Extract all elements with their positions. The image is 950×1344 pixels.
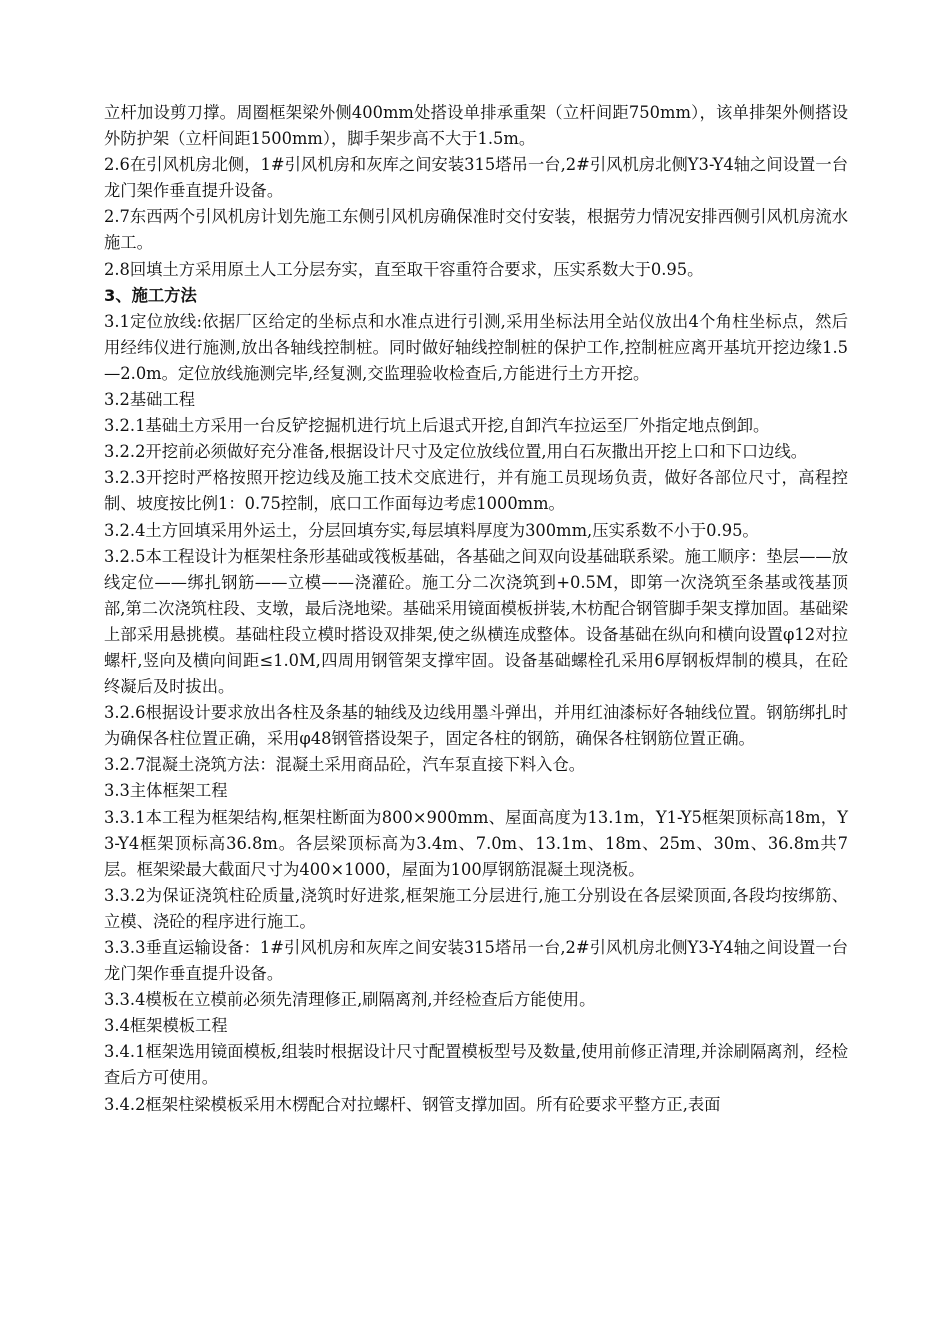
paragraph-2-8: 2.8回填土方采用原土人工分层夯实，直至取干容重符合要求，压实系数大于0.95。 <box>104 259 704 279</box>
paragraph-3-2-7: 3.2.7混凝土浇筑方法：混凝土采用商品砼，汽车泵直接下料入仓。 <box>104 755 586 775</box>
subheading-3-2: 3.2基础工程 <box>104 390 196 410</box>
paragraph-3-4-1: 3.4.1框架选用镜面模板,组装时根据设计尺寸配置模板型号及数量,使用前修正清理,并涂刷隔离剂，经检查后方可使用。 <box>104 1042 848 1088</box>
section-heading-construction-method: 3、施工方法 <box>104 285 197 305</box>
paragraph-3-3-4: 3.3.4模板在立模前必须先清理修正,刷隔离剂,并经检查后方能使用。 <box>104 990 596 1010</box>
subheading-3-3: 3.3主体框架工程 <box>104 781 228 801</box>
paragraph-3-2-4: 3.2.4土方回填采用外运土，分层回填夯实,每层填料厚度为300mm,压实系数不小于0.95。 <box>104 520 759 540</box>
paragraph-3-4-2: 3.4.2框架柱梁模板采用木楞配合对拉螺杆、钢管支撑加固。所有砼要求平整方正,表面 <box>104 1094 721 1114</box>
paragraph-3-2-3: 3.2.3开挖时严格按照开挖边线及施工技术交底进行，并有施工员现场负责，做好各部位尺寸，高程控制、坡度按比例1：0.75控制，底口工作面每边考虑1000mm。 <box>104 468 848 514</box>
subheading-3-4: 3.4框架模板工程 <box>104 1016 228 1036</box>
document-page <box>104 100 848 1118</box>
paragraph-2-7: 2.7东西两个引风机房计划先施工东侧引风机房确保准时交付安装，根据劳力情况安排西侧引风机房流水施工。 <box>104 207 848 253</box>
paragraph-3-1: 3.1定位放线:依据厂区给定的坐标点和水准点进行引测,采用坐标法用全站仪放出4个角柱坐标点，然后用经纬仪进行施测,放出各轴线控制桩。同时做好轴线控制桩的保护工作,控制桩应离开基坑开挖边缘1.5—2.0m。定位放线施测完毕,经复测,交监理验收检查后,方能进行土方开挖。 <box>104 311 848 383</box>
paragraph-3-2-6: 3.2.6根据设计要求放出各柱及条基的轴线及边线用墨斗弹出，并用红油漆标好各轴线位置。钢筋绑扎时为确保各柱位置正确，采用φ48钢管搭设架子，固定各柱的钢筋，确保各柱钢筋位置正确。 <box>104 703 848 749</box>
paragraph-3-2-1: 3.2.1基础土方采用一台反铲挖掘机进行坑上后退式开挖,自卸汽车拉运至厂外指定地点倒卸。 <box>104 416 770 436</box>
paragraph-continued: 立杆加设剪刀撑。周圈框架梁外侧400mm处搭设单排承重架（立杆间距750mm），该单排架外侧搭设外防护架（立杆间距1500mm），脚手架步高不大于1.5m。 <box>104 103 849 149</box>
paragraph-3-2-5: 3.2.5本工程设计为框架柱条形基础或筏板基础，各基础之间双向设基础联系梁。施工顺序：垫层——放线定位——绑扎钢筋——立模——浇灌砼。施工分二次浇筑到+0.5M，即第一次浇筑至条基或筏基顶部,第二次浇筑柱段、支墩，最后浇地梁。基础采用镜面模板拼装,木枋配合钢管脚手架支撑加固。基础梁上部采用悬挑模。基础柱段立模时搭设双排架,使之纵横连成整体。设备基础在纵向和横向设置φ12对拉螺杆,竖向及横向间距≤1.0M,四周用钢管架支撑牢固。设备基础螺栓孔采用6厚钢板焊制的模具，在砼终凝后及时拔出。 <box>104 546 848 697</box>
paragraph-3-2-2: 3.2.2开挖前必须做好充分准备,根据设计尺寸及定位放线位置,用白石灰撒出开挖上口和下口边线。 <box>104 442 808 462</box>
paragraph-2-6: 2.6在引风机房北侧，1#引风机房和灰库之间安装315塔吊一台,2#引风机房北侧Y3-Y4轴之间设置一台龙门架作垂直提升设备。 <box>104 155 848 201</box>
paragraph-3-3-1: 3.3.1本工程为框架结构,框架柱断面为800×900mm、屋面高度为13.1m，Y1-Y5框架顶标高18m，Y3-Y4框架顶标高36.8m。各层梁顶标高为3.4m、7.0m、13.1m、18m、25m、30m、36.8m共7层。框架梁最大截面尺寸为400×1000，屋面为100厚钢筋混凝土现浇板。 <box>104 807 848 879</box>
paragraph-3-3-2: 3.3.2为保证浇筑柱砼质量,浇筑时好进浆,框架施工分层进行,施工分别设在各层梁顶面,各段均按绑筋、立模、浇砼的程序进行施工。 <box>104 885 848 931</box>
paragraph-3-3-3: 3.3.3垂直运输设备：1#引风机房和灰库之间安装315塔吊一台,2#引风机房北侧Y3-Y4轴之间设置一台龙门架作垂直提升设备。 <box>104 938 848 984</box>
